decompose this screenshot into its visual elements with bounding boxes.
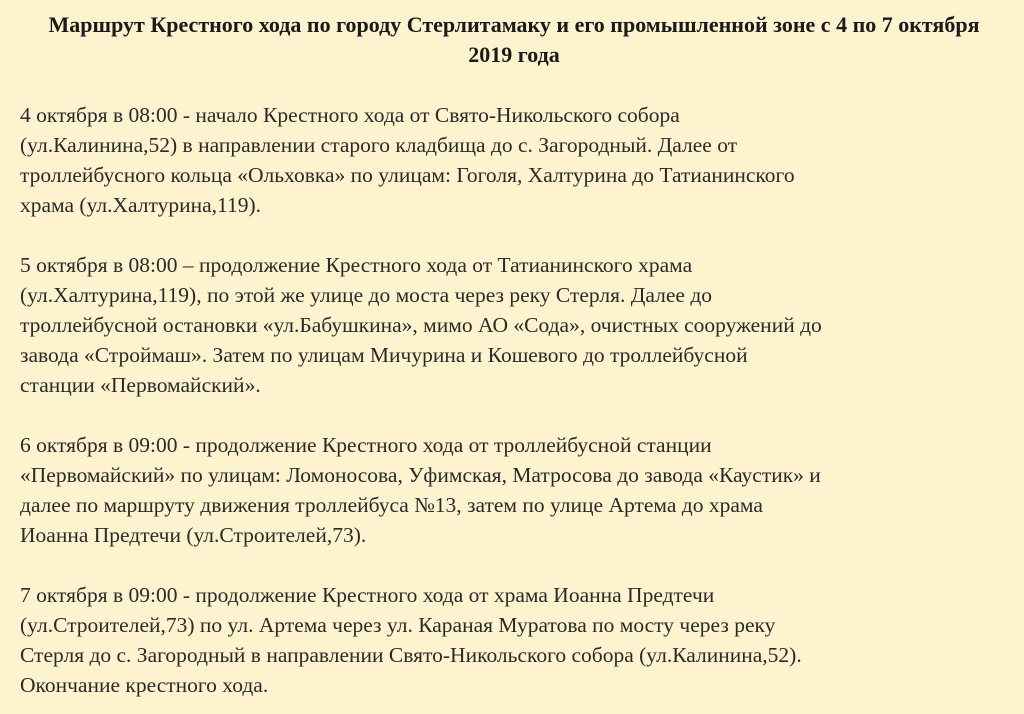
paragraph-line: 6 октября в 09:00 - продолжение Крестного хода от троллейбусной станции	[20, 433, 712, 457]
paragraph-oct-6	[20, 430, 1008, 550]
paragraph-line: (ул.Строителей,73) по ул. Артема через ул. Караная Муратова по мосту через реку	[20, 613, 776, 637]
paragraph-line: далее по маршруту движения троллейбуса №13, затем по улице Артема до храма	[20, 493, 763, 517]
paragraph-oct-4	[20, 100, 1008, 220]
paragraph-line: троллейбусной остановки «ул.Бабушкина», мимо АО «Сода», очистных сооружений до	[20, 313, 822, 337]
paragraph-line: (ул.Калинина,52) в направлении старого кладбища до с. Загородный. Далее от	[20, 133, 738, 157]
paragraph-line: Иоанна Предтечи (ул.Строителей,73).	[20, 523, 367, 547]
paragraph-line: троллейбусного кольца «Ольховка» по улицам: Гоголя, Халтурина до Татианинского	[20, 163, 795, 187]
paragraph-line: храма (ул.Халтурина,119).	[20, 193, 262, 217]
paragraph-line: 7 октября в 09:00 - продолжение Крестного хода от храма Иоанна Предтечи	[20, 583, 715, 607]
paragraph-oct-7	[20, 580, 1008, 700]
paragraph-oct-5	[20, 250, 1008, 400]
paragraph-line: 4 октября в 08:00 - начало Крестного хода от Свято-Никольского собора	[20, 103, 680, 127]
paragraph-line: Окончание крестного хода.	[20, 673, 269, 697]
paragraph-line: Стерля до с. Загородный в направлении Свято-Никольского собора (ул.Калинина,52).	[20, 643, 802, 667]
paragraph-line: (ул.Халтурина,119), по этой же улице до моста через реку Стерля. Далее до	[20, 283, 713, 307]
document-title: Маршрут Крестного хода по городу Стерлитамаку и его промышленной зоне с 4 по 7 октября 2019 года	[48, 12, 980, 67]
paragraph-line: 5 октября в 08:00 – продолжение Крестного хода от Татианинского храма	[20, 253, 693, 277]
paragraph-line: завода «Строймаш». Затем по улицам Мичурина и Кошевого до троллейбусной	[20, 343, 748, 367]
paragraph-line: станции «Первомайский».	[20, 373, 261, 397]
paragraph-line: «Первомайский» по улицам: Ломоносова, Уфимская, Матросова до завода «Каустик» и	[20, 463, 821, 487]
